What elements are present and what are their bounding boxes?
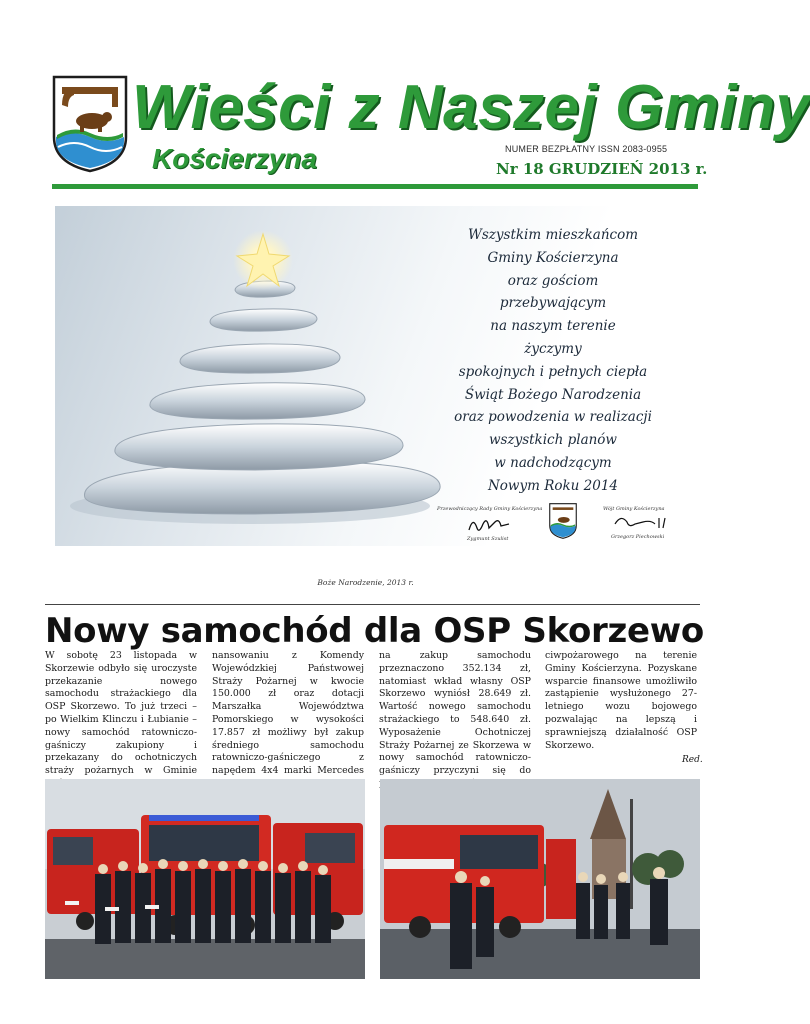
greeting-line: wszystkich planów	[488, 432, 617, 449]
greeting-line: spokojnych i pełnych ciepła	[458, 363, 648, 380]
article-paragraph: W sobotę 23 listopada w Skorzewie odbyło się uroczyste przekazanie nowego samochodu strażackiego dla OSP Skorzewo. To już trzeci – po Wielkim Klinczu i Łubianie – nowy samochód ratowniczo-gaśniczy zakupiony i przekazany do ochotniczych straży pożarnych w Gminie	[45, 650, 197, 777]
article-column-1	[45, 650, 197, 791]
newspaper-subtitle: Kościerzyna	[152, 143, 317, 174]
issue-number: Nr 18 GRUDZIEŃ 2013 r.	[496, 160, 708, 178]
article-paragraph: nansowaniu z Komendy Wojewódzkiej Państwowej Straży Pożarnej w kwocie 150.000 zł oraz dotacji Marszałka Województwa Pomorskiego w wysokości 17.857 zł możliwy był zakup średniego samochodu ratowniczo-gaśniczego z napędem 4x4 marki Mercedes	[212, 650, 364, 777]
chairman-role: Przewodniczący Rady Gminy Kościerzyna	[437, 506, 543, 512]
greeting-line: Gminy Kościerzyna	[487, 249, 619, 266]
firefighters-group-photo	[45, 779, 365, 979]
greeting-line: oraz gościom przebywającym	[499, 272, 607, 312]
greeting-line: oraz powodzenia w realizacji	[454, 409, 652, 426]
article-paragraph: ciwpożarowego na terenie Gminy Kościerzyna. Pozyskane wsparcie finansowe umożliwiło zastąpienie wysłużonego 27-letniego wozu bojowego pozwalając na lepszą i sprawniejszą działalność OSP Skorzewo.	[545, 650, 697, 751]
greeting-card	[55, 206, 677, 546]
chairman-signature	[465, 514, 515, 536]
article-column-3	[379, 650, 531, 791]
card-caption: Boże Narodzenie, 2013 r.	[317, 578, 414, 587]
small-coat-of-arms-icon	[549, 502, 577, 540]
article-column-4	[545, 650, 697, 752]
greeting-text	[453, 224, 653, 498]
masthead-rule	[52, 184, 698, 189]
coat-of-arms-logo	[52, 75, 128, 173]
article-paragraph: na zakup samochodu przeznaczono 352.134 zł, natomiast wkład własny OSP Skorzewo wyniósł 28.649 zł. Wartość nowego samochodu strażackiego to 548.640 zł. Wyposażenie Ochotniczej Straży Pożarnej ze Skorzewa w nowy samochód ratowniczo-gaśniczy przyczyni się do	[379, 650, 531, 777]
article-rule	[45, 604, 700, 605]
greeting-line: Świąt Bożego Narodzenia	[464, 386, 642, 403]
newspaper-title: Wieści z Naszej Gminy	[132, 73, 810, 142]
article-signature: Red.	[682, 755, 703, 765]
greeting-line: Wszystkim mieszkańcom	[467, 227, 639, 243]
article-headline: Nowy samochód dla OSP Skorzewo	[45, 611, 704, 651]
chairman-name: Zygmunt Szulist	[467, 536, 509, 542]
fire-truck-handover-photo	[380, 779, 700, 979]
mayor-role: Wójt Gminy Kościerzyna	[603, 506, 665, 512]
greeting-line: Nowym Roku 2014	[487, 477, 619, 494]
mayor-signature	[611, 512, 671, 532]
free-issn-label: NUMER BEZPŁATNY ISSN 2083-0955	[505, 144, 668, 154]
greeting-line: na naszym terenie	[490, 318, 616, 335]
mayor-name: Grzegorz Piechowski	[611, 534, 665, 540]
greeting-line: w nadchodzącym	[494, 454, 612, 471]
greeting-line: życzymy	[524, 340, 582, 357]
